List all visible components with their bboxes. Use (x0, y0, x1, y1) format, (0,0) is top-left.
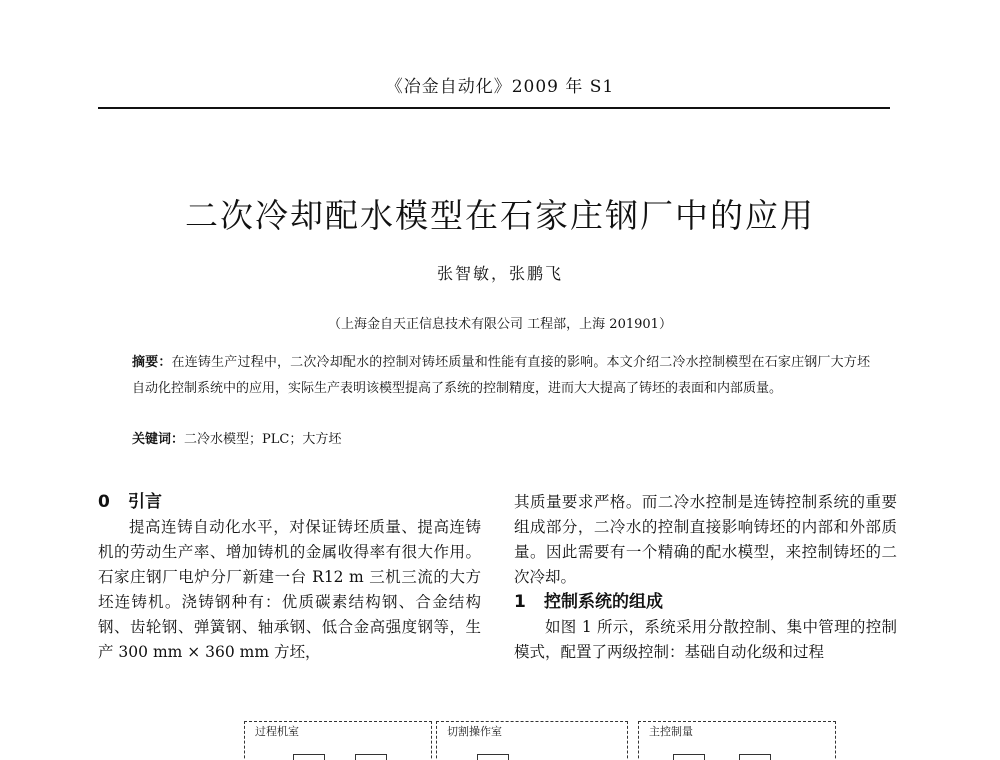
section-1-title: 控制系统的组成 (544, 592, 663, 612)
figure-box-main-control (638, 721, 836, 760)
figure-node (739, 754, 771, 760)
section-0-paragraph: 提高连铸自动化水平，对保证铸坯质量、提高连铸机的劳动生产率、增加铸机的金属收得率有很大作用。石家庄钢厂电炉分厂新建一台 R12 m 三机三流的大方坯连铸机。浇铸钢种有：优质碳素结构钢、合金结构钢、齿轮钢、弹簧钢、轴承钢、低合金高强度钢等，生产 300 mm × 360 mm 方坯， (98, 518, 481, 661)
journal-header: 《冶金自动化》2009 年 S1 (385, 77, 615, 97)
section-1-number: 1 (514, 592, 526, 612)
figure-box-cutting-room-label: 切割操作室 (447, 725, 502, 738)
left-column (98, 490, 481, 665)
header-rule (98, 107, 890, 109)
paper-title: 二次冷却配水模型在石家庄钢厂中的应用 (185, 196, 815, 235)
keywords-text: 二冷水模型；PLC；大方坯 (184, 432, 342, 447)
section-1-heading (514, 590, 897, 615)
keywords-label: 关键词： (132, 432, 185, 447)
paper-authors: 张智敏，张鹏飞 (436, 264, 563, 283)
abstract-label: 摘要： (132, 355, 172, 370)
section-0-number: 0 (98, 492, 110, 512)
figure-1-partial (240, 715, 840, 760)
paper-affiliation: （上海金自天正信息技术有限公司 工程部，上海 201901） (328, 317, 672, 332)
section-1-paragraph: 如图 1 所示，系统采用分散控制、集中管理的控制模式，配置了两级控制：基础自动化级和过程 (514, 618, 897, 661)
figure-box-main-control-label: 主控制量 (649, 725, 693, 738)
figure-box-process-room-label: 过程机室 (255, 725, 299, 738)
abstract-text: 在连铸生产过程中，二次冷却配水的控制对铸坯质量和性能有直接的影响。本文介绍二冷水控制模型在石家庄钢厂大方坯自动化控制系统中的应用，实际生产表明该模型提高了系统的控制精度，进而大大提高了铸坯的表面和内部质量。 (132, 355, 870, 396)
figure-node (355, 754, 387, 760)
figure-box-cutting-room (436, 721, 628, 760)
figure-box-process-room (244, 721, 432, 760)
figure-node (673, 754, 705, 760)
section-0-heading (98, 490, 481, 515)
figure-node (293, 754, 325, 760)
right-column (514, 490, 897, 665)
abstract (132, 350, 870, 402)
section-0-continuation: 其质量要求严格。而二冷水控制是连铸控制系统的重要组成部分，二冷水的控制直接影响铸坯的内部和外部质量。因此需要有一个精确的配水模型，来控制铸坯的二次冷却。 (514, 493, 897, 586)
keywords (132, 430, 870, 450)
figure-node (477, 754, 509, 760)
section-0-title: 引言 (128, 492, 162, 512)
